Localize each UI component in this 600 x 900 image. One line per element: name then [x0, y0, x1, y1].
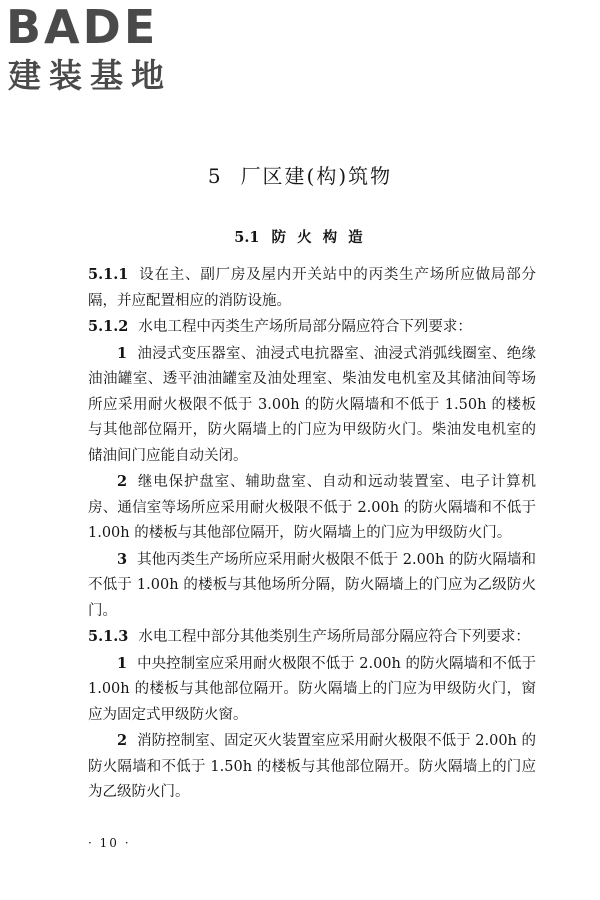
item-number: 3: [117, 550, 128, 568]
list-item: [88, 469, 536, 547]
logo-wordmark: BADE: [6, 0, 159, 54]
list-item: [88, 341, 536, 470]
item-text: 油浸式变压器室、油浸式电抗器室、油浸式消弧线圈室、绝缘油油罐室、透平油油罐室及油处理室、柴油发电机室及其储油间等场所应采用耐火极限不低于 3.00h 的防火隔墙和不低于 1.50h 的楼板与其他部位隔开，防火隔墙上的门应为甲级防火门。柴油发电机室的储油间门应能自动关闭。: [88, 345, 536, 464]
logo-subtitle: 建装基地: [8, 56, 172, 95]
chapter-title: [0, 160, 600, 189]
clause-number: 5.1.2: [88, 318, 129, 335]
item-number: 1: [117, 344, 128, 362]
clause-5-1-3: [88, 624, 536, 651]
section-title-text: 防 火 构 造: [271, 229, 366, 246]
brand-logo: [6, 0, 186, 100]
item-text: 中央控制室应采用耐火极限不低于 2.00h 的防火隔墙和不低于 1.00h 的楼板与其他部位隔开。防火隔墙上的门应为甲级防火门，窗应为固定式甲级防火窗。: [88, 655, 536, 723]
section-number: 5.1: [234, 229, 260, 246]
chapter-number: 5: [207, 164, 223, 188]
list-item: [88, 728, 536, 806]
chapter-title-text: 厂区建(构)筑物: [240, 164, 393, 188]
item-number: 1: [117, 654, 128, 672]
clause-number: 5.1.3: [88, 628, 129, 645]
item-text: 其他丙类生产场所应采用耐火极限不低于 2.00h 的防火隔墙和不低于 1.00h 的楼板与其他场所分隔，防火隔墙上的门应为乙级防火门。: [88, 551, 536, 619]
section-title: [0, 226, 600, 247]
clause-5-1-1: [88, 262, 536, 314]
page-number: · 10 ·: [88, 836, 131, 850]
list-item: [88, 547, 536, 625]
clause-5-1-2: [88, 314, 536, 341]
list-item: [88, 651, 536, 729]
document-body: [88, 262, 536, 806]
item-text: 继电保护盘室、辅助盘室、自动和远动装置室、电子计算机房、通信室等场所应采用耐火极限不低于 2.00h 的防火隔墙和不低于 1.00h 的楼板与其他部位隔开，防火隔墙上的门应为甲级防火门。: [88, 474, 536, 541]
item-text: 消防控制室、固定灭火装置室应采用耐火极限不低于 2.00h 的防火隔墙和不低于 1.50h 的楼板与其他部位隔开。防火隔墙上的门应为乙级防火门。: [88, 733, 536, 800]
item-number: 2: [117, 473, 128, 490]
clause-text: 设在主、副厂房及屋内开关站中的丙类生产场所应做局部分隔，并应配置相应的消防设施。: [88, 267, 536, 309]
item-number: 2: [117, 732, 128, 749]
clause-text: 水电工程中部分其他类别生产场所局部分隔应符合下列要求：: [138, 629, 530, 645]
clause-text: 水电工程中丙类生产场所局部分隔应符合下列要求：: [138, 319, 472, 335]
clause-number: 5.1.1: [88, 266, 129, 283]
